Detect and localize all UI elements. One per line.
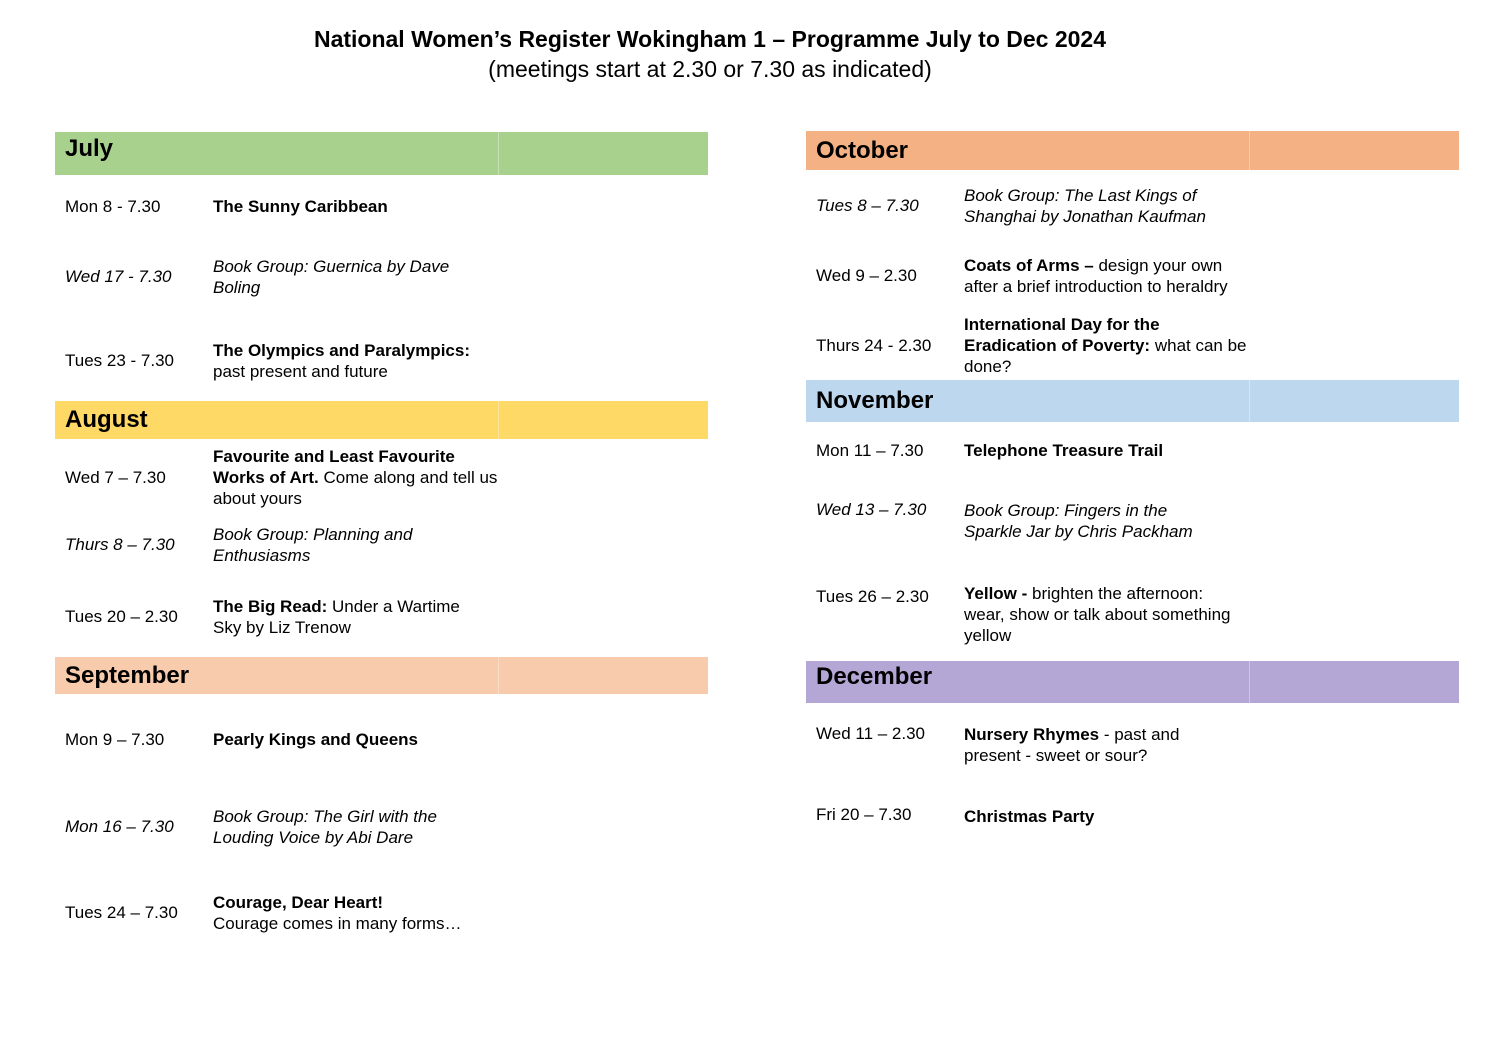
event-title: The Olympics and Paralympics: [213,341,470,360]
event-date: Tues 23 - 7.30 [65,351,174,370]
event-title: Telephone Treasure Trail [964,441,1164,460]
event-detail: Come along and tell us about yours [213,468,498,508]
event-desc [964,583,1234,646]
event-detail: design your own after a brief introduction to heraldry [964,256,1228,296]
event-title: Nursery Rhymes [964,725,1100,744]
month-label-july: July [65,135,114,162]
event-date: Tues 26 – 2.30 [816,587,929,606]
month-header-august [55,401,708,439]
month-header-september [55,657,708,694]
event-desc: Book Group: Fingers in the Sparkle Jar by Chris Packham [964,501,1193,541]
event-date: Mon 9 – 7.30 [65,730,165,749]
event-detail: what can be done? [964,336,1247,376]
event-date: Wed 7 – 7.30 [65,468,166,487]
event-desc [964,724,1204,766]
event-date: Tues 8 – 7.30 [816,196,919,215]
event-title: Coats of Arms – [964,256,1094,275]
event-title: International Day for the Eradication of Poverty: [964,315,1160,355]
event-detail: - past and present - sweet or sour? [964,725,1180,765]
event-desc [964,314,1249,377]
event-desc [213,446,498,509]
event-desc [964,255,1249,297]
event-detail: Under a Wartime Sky by Liz Trenow [213,597,460,637]
event-desc: Book Group: Guernica by Dave Boling [213,257,450,297]
event-detail: brighten the afternoon: wear, show or talk about something yellow [964,584,1231,645]
event-date: Thurs 8 – 7.30 [65,535,175,554]
event-date: Thurs 24 - 2.30 [816,336,932,355]
event-date: Fri 20 – 7.30 [816,805,912,824]
month-label-october: October [816,136,909,164]
event-desc [213,196,503,217]
event-desc [213,596,488,638]
event-desc: Book Group: The Girl with the Louding Voice by Abi Dare [213,807,437,847]
month-label-november: November [816,387,934,414]
month-header-july [55,132,708,175]
event-date: Mon 11 – 7.30 [816,441,924,460]
month-header-december [806,661,1459,703]
month-header-october [806,131,1459,170]
month-label-september: September [65,661,190,689]
event-date: Mon 8 - 7.30 [65,197,161,216]
event-title: The Sunny Caribbean [213,197,388,216]
event-title: Pearly Kings and Queens [213,730,419,749]
event-date: Wed 11 – 2.30 [816,724,926,743]
event-title: Courage, Dear Heart! [213,893,384,912]
event-desc [213,892,513,934]
event-detail: past present and future [213,362,388,381]
event-title: Christmas Party [964,807,1095,826]
event-desc [213,340,503,382]
event-desc [213,729,503,750]
event-date: Tues 24 – 7.30 [65,903,178,922]
month-label-august: August [65,406,148,433]
month-label-december: December [816,663,933,690]
event-desc [964,440,1254,461]
event-date: Wed 17 - 7.30 [65,267,172,286]
event-desc: Book Group: The Last Kings of Shanghai by Jonathan Kaufman [964,186,1206,226]
event-detail: Courage comes in many forms… [213,914,462,933]
event-date: Mon 16 – 7.30 [65,817,174,836]
event-title: The Big Read: [213,597,328,616]
event-date: Wed 13 – 7.30 [816,500,927,519]
month-header-november [806,380,1459,422]
event-title: Yellow - [964,584,1028,603]
event-date: Tues 20 – 2.30 [65,607,178,626]
page-title: National Women’s Register Wokingham 1 – Programme July to Dec 2024 [313,26,1107,52]
event-desc [964,806,1254,827]
event-date: Wed 9 – 2.30 [816,266,917,285]
page-subtitle: (meetings start at 2.30 or 7.30 as indicated) [488,56,932,82]
event-desc: Book Group: Planning and Enthusiasms [213,525,413,565]
event-title: Favourite and Least Favourite Works of Art. [213,447,455,487]
